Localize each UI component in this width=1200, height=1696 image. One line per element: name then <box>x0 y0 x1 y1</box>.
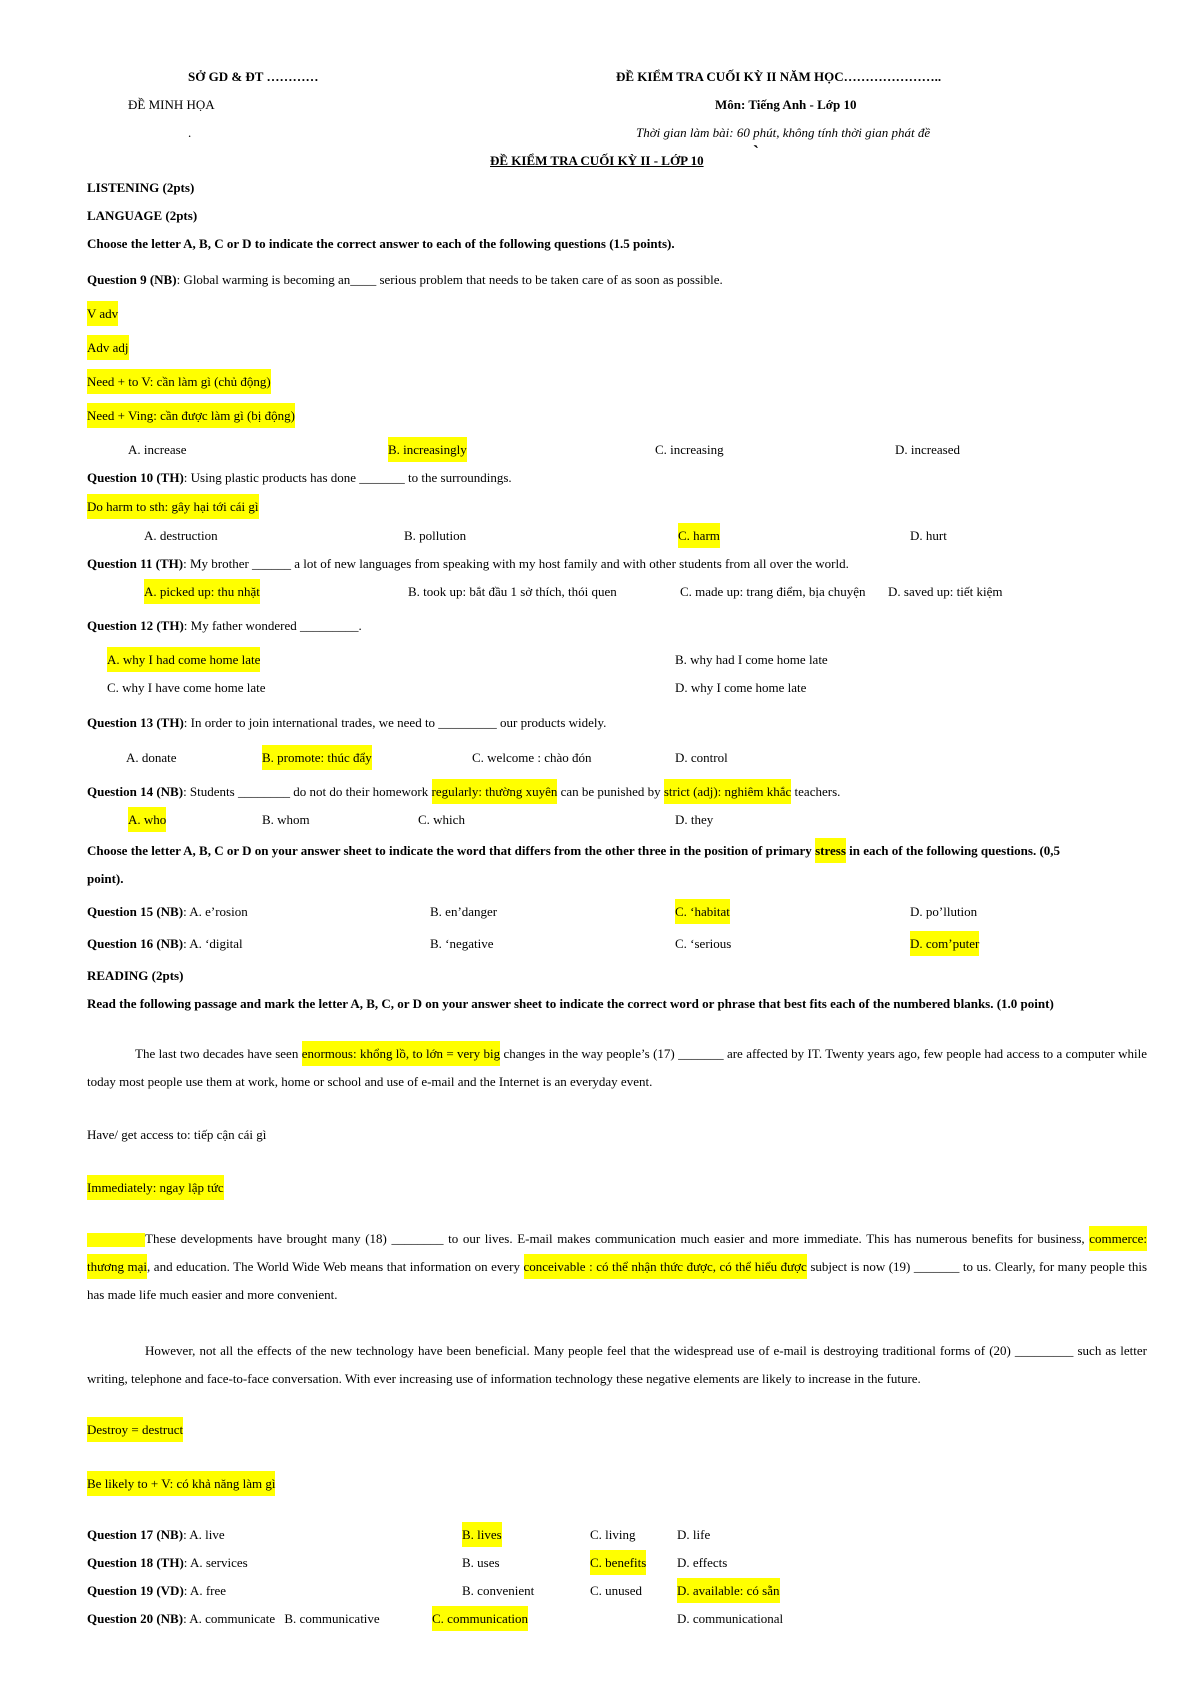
option-answer: D. com’puter <box>910 931 979 956</box>
option: D. control <box>675 750 728 765</box>
question-9 <box>87 270 723 290</box>
option: D. hurt <box>910 528 947 543</box>
question-text: can be punished by <box>560 784 661 799</box>
option: D. they <box>675 812 714 827</box>
question-text: teachers. <box>794 784 841 799</box>
option: B. en’danger <box>430 904 498 919</box>
question-text: : Students ________ do not do their homework <box>183 784 429 799</box>
option: : A. live <box>183 1527 225 1542</box>
question-label: Question 11 (TH) <box>87 556 184 571</box>
passage-text: These developments have brought many (18) ________ to our lives. E-mail makes communication much easier and more immediate. This has numerous benefits for business, <box>145 1231 1085 1246</box>
passage-text: The last two decades have seen <box>135 1046 299 1061</box>
option-answer: B. increasingly <box>388 437 467 462</box>
option: : A. free <box>183 1583 227 1598</box>
question-label: Question 19 (VD) <box>87 1583 184 1598</box>
note: V adv <box>87 301 118 326</box>
option-answer: C. communication <box>432 1606 528 1631</box>
option-answer: A. why I had come home late <box>107 647 260 672</box>
option: D. po’llution <box>910 904 978 919</box>
question-20 <box>87 1609 380 1629</box>
option-answer: C. ‘habitat <box>675 899 730 924</box>
option: : A. communicate <box>183 1611 276 1626</box>
question-text: : Using plastic products has done _______ to the surroundings. <box>183 470 512 485</box>
reading-heading: READING (2pts) <box>87 968 184 983</box>
option: B. whom <box>262 812 310 827</box>
question-text: : My father wondered _________. <box>183 618 362 633</box>
option: D. communicational <box>677 1611 784 1626</box>
language-heading: LANGUAGE (2pts) <box>87 208 198 223</box>
instruction-text: Choose the letter A, B, C or D on your answer sheet to indicate the word that differs from the other three in the position of primary <box>87 843 812 858</box>
vocab-note: strict (adj): nghiêm khắc <box>664 779 791 804</box>
question-label: Question 16 (NB) <box>87 936 184 951</box>
option: : A. services <box>183 1555 248 1570</box>
passage-text: subject is now (19) _______ to us. Clearly, for many people this has made life much easier and more convenient. <box>87 1259 1148 1302</box>
option: C. ‘serious <box>675 936 732 951</box>
question-19 <box>87 1581 226 1601</box>
vocab-note: commerce: thương mại <box>87 1226 1147 1279</box>
option-answer: C. harm <box>678 523 720 548</box>
tick-mark: ` <box>753 142 759 162</box>
question-14 <box>87 782 840 802</box>
option: C. made up: trang điểm, bịa chuyện <box>680 584 866 599</box>
question-label: Question 18 (TH) <box>87 1555 184 1570</box>
subject: Môn: Tiếng Anh - Lớp 10 <box>715 97 857 112</box>
option-answer: B. promote: thúc đẩy <box>262 745 372 770</box>
passage-text: changes in the way people’s (17) _______ are affected by IT. Twenty years ago, few people had access to a computer while today most people use them at work, home or school and use of e-mail and the Internet is an everyday event. <box>87 1046 1147 1089</box>
sample-label: ĐỀ MINH HỌA <box>128 97 215 112</box>
question-12 <box>87 616 362 636</box>
option: A. destruction <box>144 528 218 543</box>
option: B. pollution <box>404 528 467 543</box>
instruction-highlight: stress <box>815 838 846 863</box>
question-label: Question 14 (NB) <box>87 784 184 799</box>
question-label: Question 12 (TH) <box>87 618 184 633</box>
option: B. ‘negative <box>430 936 494 951</box>
listening-heading: LISTENING (2pts) <box>87 180 195 195</box>
option: B. uses <box>462 1555 500 1570</box>
question-label: Question 13 (TH) <box>87 715 184 730</box>
vocab-note: enormous: khổng lồ, to lớn = very big <box>302 1041 500 1066</box>
main-title: ĐỀ KIỂM TRA CUỐI KỲ II - LỚP 10 <box>490 153 704 168</box>
department: SỞ GD & ĐT ………… <box>188 69 319 84</box>
question-11 <box>87 554 849 574</box>
instruction-2-end: point). <box>87 871 124 886</box>
note-immediately: Immediately: ngay lập tức <box>87 1175 224 1200</box>
note: Need + Ving: cần được làm gì (bị động) <box>87 403 295 428</box>
option: B. took up: bắt đầu 1 sở thích, thói quen <box>408 584 617 599</box>
option: D. increased <box>895 442 960 457</box>
option-answer: C. benefits <box>590 1550 646 1575</box>
option: D. why I come home late <box>675 680 807 695</box>
option: : A. e’rosion <box>183 904 248 919</box>
option: C. living <box>590 1527 636 1542</box>
passage-text: , and education. The World Wide Web means that information on every <box>147 1259 520 1274</box>
question-text: : In order to join international trades, we need to _________ our products widely. <box>183 715 607 730</box>
option: : A. ‘digital <box>183 936 243 951</box>
option: B. why had I come home late <box>675 652 828 667</box>
question-text: : My brother ______ a lot of new languages from speaking with my host family and with other students from all over the world. <box>183 556 849 571</box>
question-label: Question 20 (NB) <box>87 1611 184 1626</box>
option: B. communicative <box>284 1611 380 1626</box>
option: D. effects <box>677 1555 728 1570</box>
question-label: Question 10 (TH) <box>87 470 184 485</box>
instruction-3: Read the following passage and mark the letter A, B, C, or D on your answer sheet to indicate the correct word or phrase that best fits each of the numbered blanks. (1.0 point) <box>87 996 1054 1011</box>
instruction-1: Choose the letter A, B, C or D to indicate the correct answer to each of the following questions (1.5 points). <box>87 236 675 251</box>
instruction-text: in each of the following questions. (0,5 <box>849 843 1061 858</box>
question-18 <box>87 1553 248 1573</box>
option: D. saved up: tiết kiệm <box>888 584 1003 599</box>
passage-paragraph-1 <box>87 1040 1147 1096</box>
note: Adv adj <box>87 335 129 360</box>
passage-paragraph-3 <box>87 1337 1147 1393</box>
vocab-note: regularly: thường xuyên <box>432 779 558 804</box>
option: C. why I have come home late <box>107 680 266 695</box>
question-16 <box>87 934 243 954</box>
note-destroy: Destroy = destruct <box>87 1417 183 1442</box>
option: C. welcome : chào đón <box>472 750 592 765</box>
time-note: Thời gian làm bài: 60 phút, không tính thời gian phát đề <box>636 125 931 140</box>
question-text: : Global warming is becoming an____ serious problem that needs to be taken care of as soon as possible. <box>176 272 723 287</box>
question-label: Question 17 (NB) <box>87 1527 184 1542</box>
option: C. unused <box>590 1583 642 1598</box>
note: Need + to V: cần làm gì (chủ động) <box>87 369 271 394</box>
option: D. life <box>677 1527 711 1542</box>
option: A. donate <box>126 750 177 765</box>
question-13 <box>87 713 606 733</box>
vocab-note: conceivable : có thể nhận thức được, có thể hiểu được <box>524 1254 807 1279</box>
note: Do harm to sth: gây hại tới cái gì <box>87 494 259 519</box>
option-answer: D. available: có sẵn <box>677 1578 780 1603</box>
exam-title: ĐỀ KIỂM TRA CUỐI KỲ II NĂM HỌC………………….. <box>616 69 942 84</box>
instruction-2 <box>87 841 1060 861</box>
option: B. convenient <box>462 1583 535 1598</box>
note-access: Have/ get access to: tiếp cận cái gì <box>87 1127 267 1142</box>
option-answer: B. lives <box>462 1522 502 1547</box>
question-label: Question 9 (NB) <box>87 272 177 287</box>
note-likely: Be likely to + V: có khả năng làm gì <box>87 1471 275 1496</box>
option-answer: A. picked up: thu nhặt <box>144 579 260 604</box>
passage-text: However, not all the effects of the new technology have been beneficial. Many people feel that the widespread use of e-mail is destroying traditional forms of (20) _________ such as letter writing, telephone and face-to-face conversation. With ever increasing use of information technology these negative elements are likely to increase in the future. <box>87 1343 1147 1386</box>
question-label: Question 15 (NB) <box>87 904 184 919</box>
option: C. increasing <box>655 442 724 457</box>
option: C. which <box>418 812 465 827</box>
question-15 <box>87 902 248 922</box>
option-answer: A. who <box>128 807 166 832</box>
question-10 <box>87 468 512 488</box>
question-17 <box>87 1525 225 1545</box>
dot: . <box>188 125 192 140</box>
passage-paragraph-2 <box>87 1225 1147 1309</box>
option: A. increase <box>128 442 187 457</box>
